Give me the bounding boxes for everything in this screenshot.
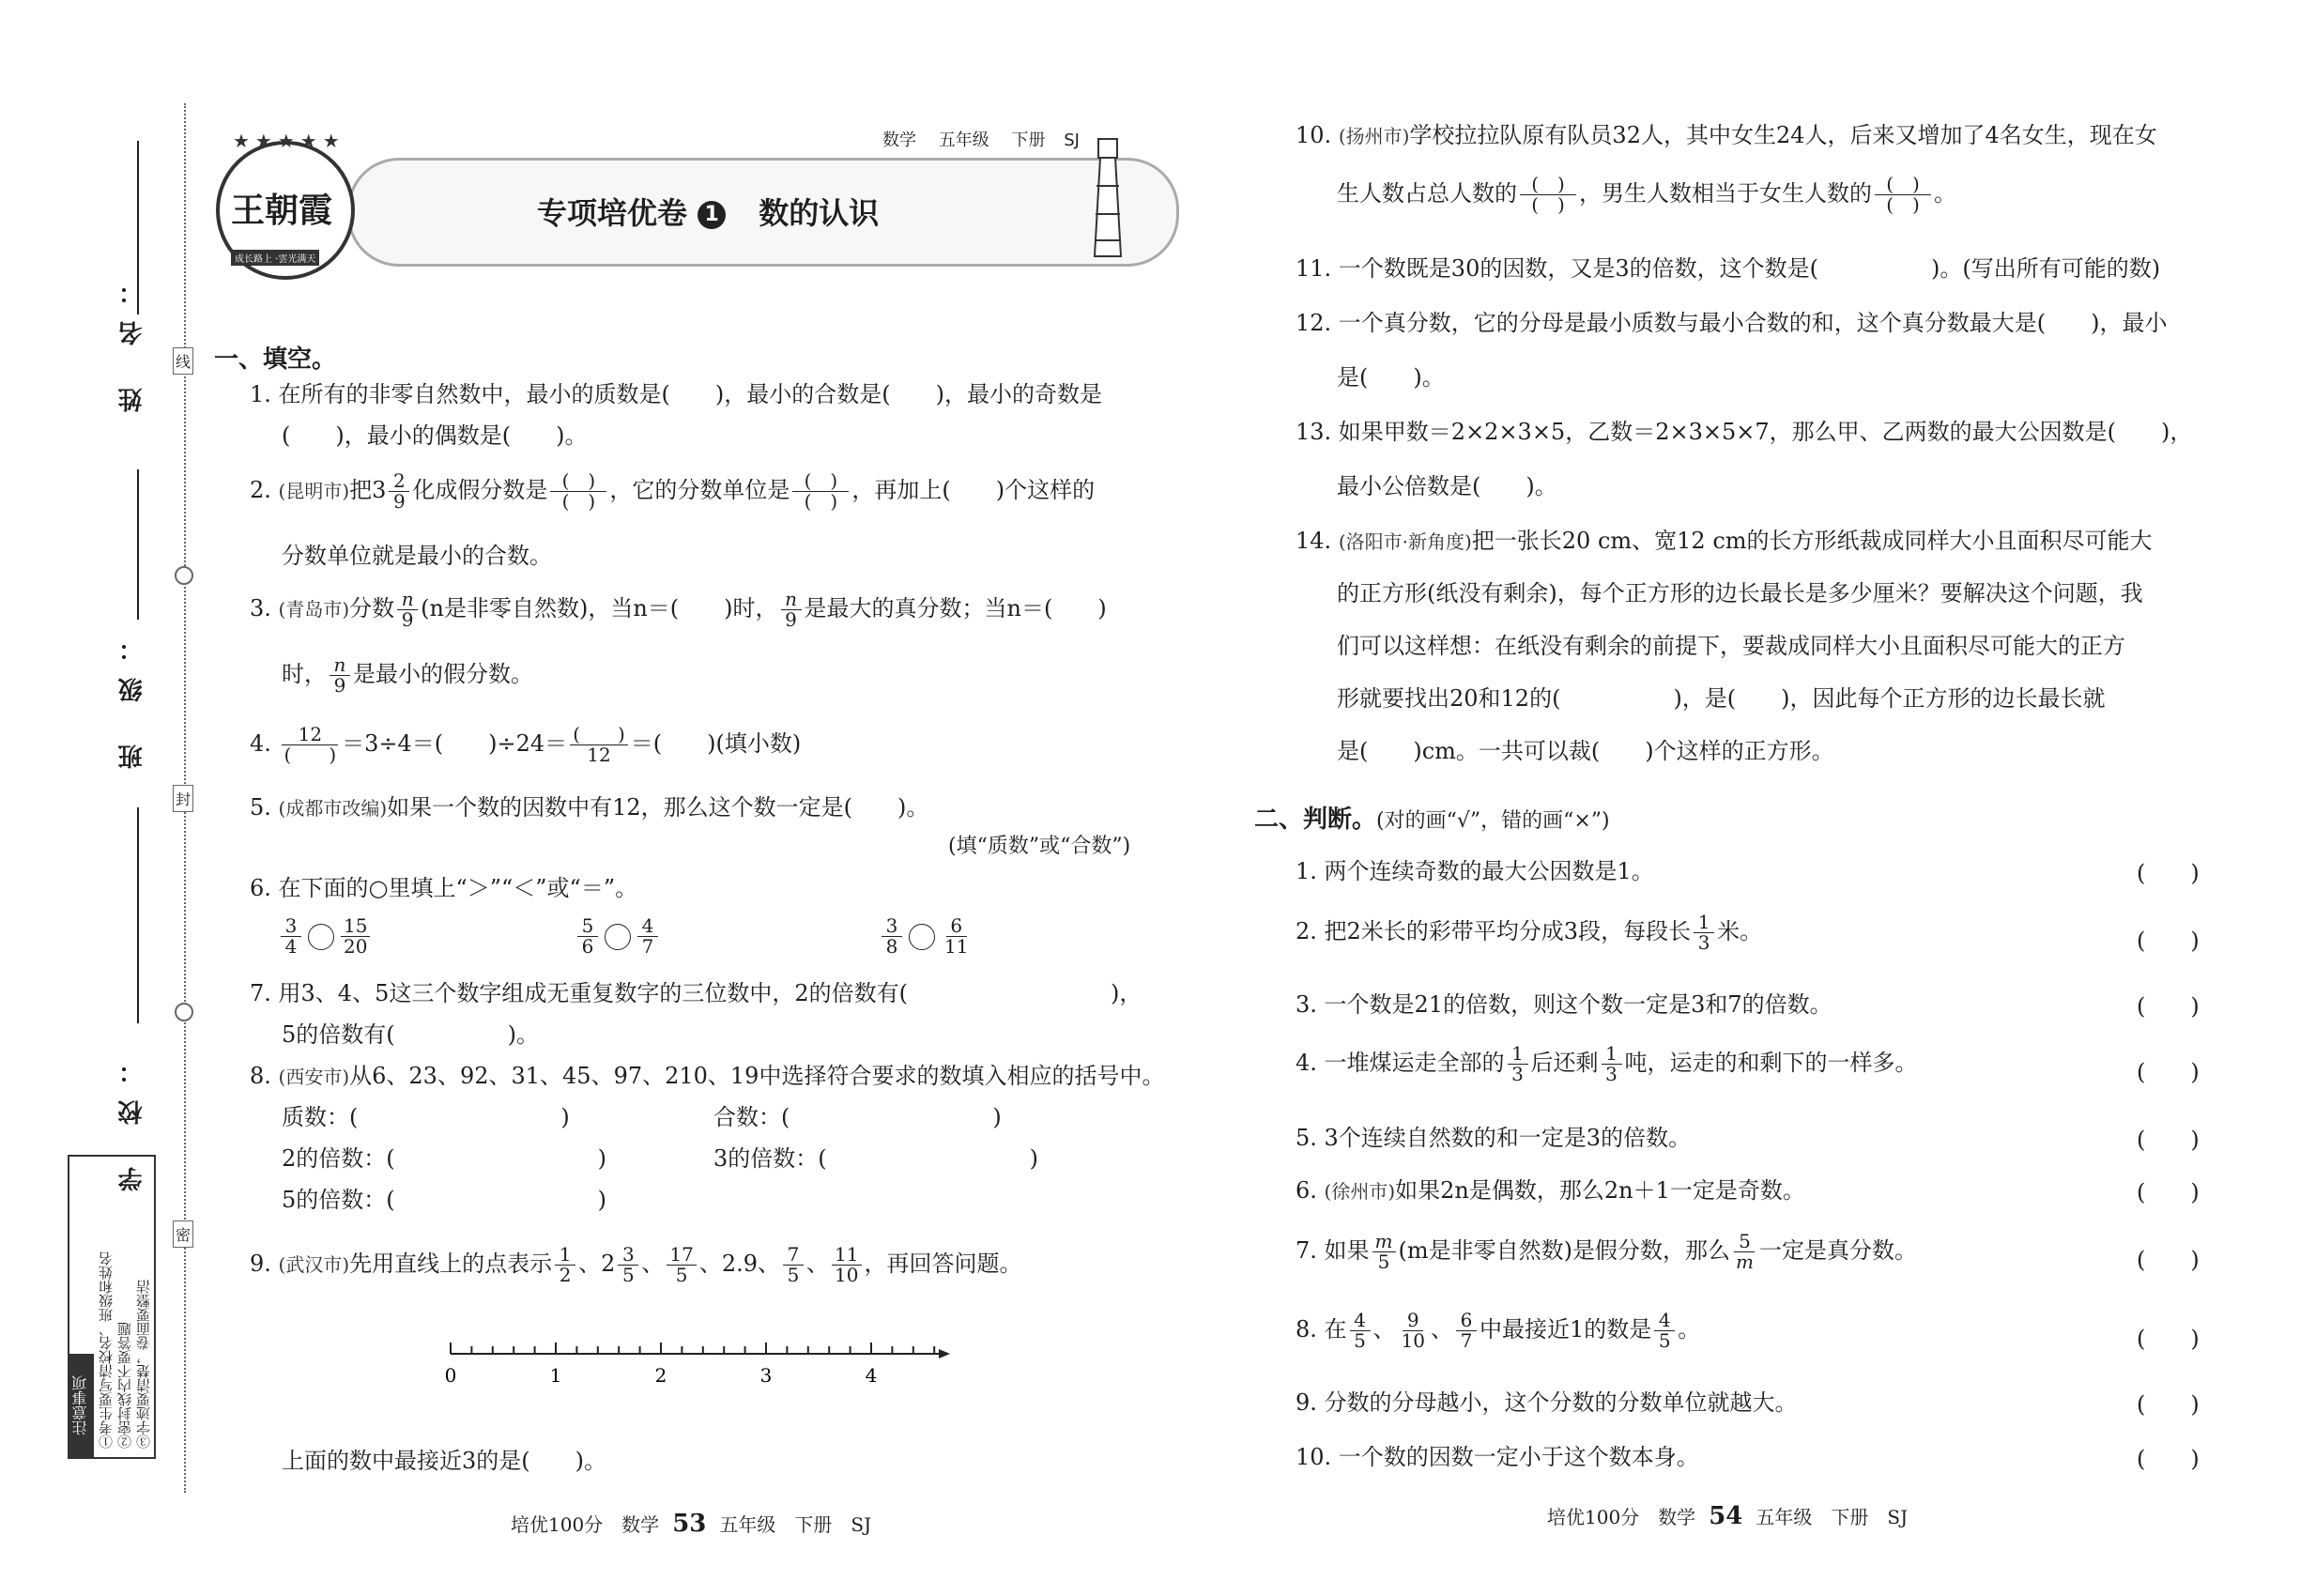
q8-multiple-3: 3的倍数：( ) — [713, 1145, 1038, 1172]
q12-line2: 是( )。 — [1337, 364, 1445, 391]
judge-7-answer[interactable]: ( ) — [2137, 1247, 2200, 1273]
q2-text-b: 化成假分数是 — [412, 477, 548, 503]
notes-title: 注意事项 — [69, 1354, 94, 1457]
header-meta — [882, 127, 1080, 151]
q2-text-a: 把 — [349, 477, 373, 503]
logo-slogan: 成长路上 ·雲光满天 — [231, 250, 319, 266]
q2-line1: 2. (昆明市)把3 $\frac{2}{9}$ 化成假分数是 $\frac{( )}{( )}$ ，它的分数单位是 $\frac{( )}{( )}$ ，再加上( )个这样的 — [250, 469, 1096, 513]
judge-2-answer[interactable]: ( ) — [2137, 928, 2200, 954]
q2-mixed-fraction: $\frac{2}{9}$ — [389, 471, 409, 512]
meta-volume: 下册 — [1011, 130, 1046, 150]
q4-fraction-2: $\frac{( )}{12}$ — [570, 725, 628, 765]
q8-line1: 8. (西安市)从6、23、92、31、45、97、210、19中选择符合要求的数填入相应的括号中。 — [250, 1063, 1165, 1089]
q10-line1: 10. (扬州市)学校拉拉队原有队员32人，其中女生24人，后来又增加了4名女生，现在女 — [1296, 122, 2157, 148]
q14-line1: 14. (洛阳市·新角度)把一张长20 cm、宽12 cm的长方形纸裁成同样大小且面积尽可能大 — [1296, 528, 2153, 554]
notes-item-2: ②密封线内不要答题 — [116, 1322, 133, 1449]
q10-cite: (扬州市) — [1338, 125, 1410, 147]
judge-8-answer[interactable]: ( ) — [2137, 1326, 2200, 1352]
q2-text-c: ，它的分数单位是 — [609, 477, 790, 503]
q9-text-a: 先用直线上的点表示 — [349, 1251, 553, 1277]
judge-6-answer[interactable]: ( ) — [2137, 1179, 2200, 1205]
q8-multiple-5: 5的倍数：( ) — [282, 1187, 606, 1213]
q4-fraction-1: $\frac{12}{( )}$ — [282, 725, 340, 765]
binding-mark-feng: 封 — [173, 785, 193, 812]
q4-text-a: ＝3÷4＝( )÷24＝ — [342, 730, 568, 757]
q5-hint: (填“质数”或“合数”) — [948, 835, 1131, 858]
notes-box — [68, 1155, 156, 1459]
school-line — [137, 807, 139, 1023]
binding-circle-1 — [175, 566, 193, 585]
q7-line2: 5的倍数有( )。 — [282, 1021, 539, 1048]
class-label: 班 级： — [118, 620, 146, 770]
q3-text-a: 分数 — [349, 595, 395, 622]
footer-left — [511, 1510, 871, 1538]
page-number-right: 54 — [1709, 1502, 1743, 1530]
q3-text-c: 是最大的真分数；当n＝( ) — [804, 595, 1107, 622]
judge-1: 1. 两个连续奇数的最大公因数是1。 — [1296, 858, 1654, 884]
q3-fraction-3: $\frac{n}{9}$ — [330, 655, 350, 696]
judge-9-answer[interactable]: ( ) — [2137, 1391, 2200, 1418]
q5-line1: 5. (成都市改编)如果一个数的因数中有12，那么这个数一定是( )。 — [250, 794, 929, 821]
q8-cite: (西安市) — [278, 1066, 350, 1088]
judge-8: 8. 在 $\frac{4}{5}$ 、 $\frac{9}{10}$ 、 $\frac{6}{7}$ 中最接近1的数是 $\frac{4}{5}$ 。 — [1296, 1309, 1701, 1352]
judge-9: 9. 分数的分母越小，这个分数的分数单位就越大。 — [1296, 1389, 1798, 1416]
q8-prime: 质数：( ) — [282, 1104, 570, 1130]
q9-cite: (武汉市) — [278, 1253, 350, 1276]
q3-line1: 3. (青岛市)分数 $\frac{n}{9}$ (n是非零自然数)，当n＝( )时， $\frac{n}{9}$ 是最大的真分数；当n＝( ) — [250, 588, 1107, 631]
section1-heading: 一、填空。 — [214, 345, 337, 374]
q13-line2: 最小公倍数是( )。 — [1337, 473, 1557, 499]
axis-label-3: 3 — [759, 1364, 773, 1387]
title-main: 专项培优卷 — [537, 195, 688, 231]
q9-line1: 9. (武汉市)先用直线上的点表示 $\frac{1}{2}$ 、2 $\frac{3}{5}$ 、 $\frac{17}{5}$ 、2.9、 $\frac{7}{5}$ 、 $\frac{11}{10}$ ，再回答问题。 — [250, 1243, 1022, 1286]
footer-right — [1547, 1502, 1908, 1530]
lighthouse-icon — [1089, 130, 1127, 261]
q14-line2: 的正方形(纸没有剩余)，每个正方形的边长最长是多少厘米？要解决这个问题，我 — [1337, 580, 2143, 606]
q2-blank-fraction-1: $\frac{( )}{( )}$ — [550, 471, 606, 512]
footer-right-post: 五年级 下册 SJ — [1756, 1506, 1909, 1528]
judge-5-answer[interactable]: ( ) — [2137, 1127, 2200, 1153]
judge-3: 3. 一个数是21的倍数，则这个数一定是3和7的倍数。 — [1296, 991, 1832, 1018]
q14-cite: (洛阳市·新角度) — [1338, 530, 1472, 553]
meta-grade: 五年级 — [938, 130, 989, 150]
footer-left-post: 五年级 下册 SJ — [719, 1513, 872, 1536]
judge-6-cite: (徐州市) — [1324, 1180, 1396, 1203]
q2-whole: 3 — [372, 477, 387, 503]
q6-answer-circle-2[interactable] — [605, 924, 631, 950]
judge-1-answer[interactable]: ( ) — [2137, 860, 2200, 886]
footer-left-pre: 培优100分 数学 — [511, 1513, 660, 1536]
crown-icon: ★★★★★ — [233, 130, 345, 152]
q4-label: 4. — [250, 730, 271, 757]
title-number-badge: 1 — [698, 201, 726, 229]
axis-label-1: 1 — [549, 1364, 562, 1387]
q3-text-e: 是最小的假分数。 — [353, 661, 533, 687]
q9-line2: 上面的数中最接近3的是( )。 — [282, 1448, 606, 1474]
school-label: 学 校： — [118, 1042, 146, 1192]
q3-cite: (青岛市) — [278, 598, 350, 621]
meta-subject: 数学 — [882, 130, 916, 150]
notes-item-3: ③字迹要清楚，卷面要整洁 — [135, 1280, 152, 1449]
judge-5: 5. 3个连续自然数的和一定是3的倍数。 — [1296, 1125, 1692, 1151]
q4-text-b: ＝( )(填小数) — [630, 730, 802, 757]
q3-fraction-2: $\frac{n}{9}$ — [781, 590, 802, 630]
section2-heading: 二、判断。(对的画“√”，错的画“×”) — [1254, 806, 1610, 834]
q2-cite: (昆明市) — [278, 480, 350, 502]
q6-compare-2: $\frac{5}{6}$ $\frac{4}{7}$ — [575, 916, 661, 957]
q10-blank-fraction-1: $\frac{( )}{( )}$ — [1520, 175, 1576, 215]
q2-blank-fraction-2: $\frac{( )}{( )}$ — [792, 471, 849, 512]
judge-4-answer[interactable]: ( ) — [2137, 1059, 2200, 1085]
q13-line1: 13. 如果甲数＝2×2×3×5，乙数＝2×3×5×7，那么甲、乙两数的最大公因数是( )， — [1296, 419, 2193, 445]
q8-text: 从6、23、92、31、45、97、210、19中选择符合要求的数填入相应的括号中。 — [349, 1063, 1165, 1089]
q12-line1: 12. 一个真分数，它的分母是最小质数与最小合数的和，这个真分数最大是( )，最小 — [1296, 310, 2168, 336]
judge-10: 10. 一个数的因数一定小于这个数本身。 — [1296, 1444, 1699, 1470]
q6-answer-circle-3[interactable] — [909, 924, 935, 950]
q5-cite: (成都市改编) — [278, 797, 388, 820]
notes-item-1: ①考生要写清校名、班级和姓名 — [98, 1251, 115, 1449]
title-topic: 数的认识 — [759, 195, 880, 231]
logo-badge — [216, 141, 355, 280]
q8-multiple-2: 2的倍数：( ) — [282, 1145, 606, 1172]
q6-line: 6. 在下面的○里填上“＞”“＜”或“＝”。 — [250, 875, 638, 901]
q8-composite: 合数：( ) — [713, 1104, 1002, 1130]
q1-line2: ( )，最小的偶数是( )。 — [282, 422, 588, 449]
q11-line: 11. 一个数既是30的因数，又是3的倍数，这个数是( )。(写出所有可能的数) — [1296, 255, 2161, 282]
class-line — [137, 469, 139, 620]
binding-mark-mi: 密 — [173, 1220, 193, 1248]
q6-answer-circle-1[interactable] — [308, 924, 334, 950]
judge-7: 7. 如果 $\frac{m}{5}$ (m是非零自然数)是假分数，那么 $\frac{5}{m}$ 一定是真分数。 — [1296, 1230, 1917, 1273]
q6-compare-1: $\frac{3}{4}$ $\frac{15}{20}$ — [278, 916, 373, 957]
binding-mark-xian: 线 — [173, 347, 193, 375]
q9-text-b: 、2.9、 — [698, 1251, 781, 1277]
footer-right-pre: 培优100分 数学 — [1547, 1506, 1696, 1528]
q6-compare-3: $\frac{3}{8}$ $\frac{6}{11}$ — [879, 916, 974, 957]
q2-line2: 分数单位就是最小的合数。 — [282, 543, 552, 569]
page-number-left: 53 — [672, 1510, 707, 1538]
q9-text-c: ，再回答问题。 — [864, 1251, 1022, 1277]
axis-label-4: 4 — [865, 1364, 878, 1387]
q10-blank-fraction-2: $\frac{( )}{( )}$ — [1875, 175, 1931, 215]
q3-fraction-1: $\frac{n}{9}$ — [397, 590, 418, 630]
q10-line2: 生人数占总人数的 $\frac{( )}{( )}$ ，男生人数相当于女生人数的 $\frac{( )}{( )}$ 。 — [1337, 173, 1956, 216]
name-label: 姓 名： — [118, 263, 146, 413]
judge-3-answer[interactable]: ( ) — [2137, 993, 2200, 1020]
judge-2: 2. 把2米长的彩带平均分成3段，每段长 $\frac{1}{3}$ 米。 — [1296, 911, 1763, 954]
number-line[interactable] — [432, 1333, 958, 1399]
q14-line3: 们可以这样想：在纸没有剩余的前提下，要裁成同样大小且面积尽可能大的正方 — [1337, 633, 2125, 659]
q5-text: 如果一个数的因数中有12，那么这个数一定是( )。 — [387, 794, 929, 821]
meta-edition: SJ — [1064, 130, 1080, 150]
section2-hint: (对的画“√”，错的画“×”) — [1376, 809, 1610, 833]
q3-text-b: (n是非零自然数)，当n＝( )时， — [421, 595, 778, 622]
q14-line5: 是( )cm。一共可以裁( )个这样的正方形。 — [1337, 738, 1834, 764]
q14-line4: 形就要找出20和12的( )，是( )，因此每个正方形的边长最长就 — [1337, 685, 2106, 712]
judge-4: 4. 一堆煤运走全部的 $\frac{1}{3}$ 后还剩 $\frac{1}{3}$ 吨，运走的和剩下的一样多。 — [1296, 1042, 1918, 1085]
axis-label-0: 0 — [444, 1364, 457, 1387]
q2-text-d: ，再加上( )个这样的 — [851, 477, 1096, 503]
judge-10-answer[interactable]: ( ) — [2137, 1446, 2200, 1472]
q3-line2 — [282, 655, 533, 696]
page-title — [537, 190, 879, 233]
logo-brand: 王朝霞 — [231, 191, 333, 230]
binding-circle-2 — [175, 1003, 193, 1021]
q1-line1: 1. 在所有的非零自然数中，最小的质数是( )，最小的合数是( )，最小的奇数是 — [250, 381, 1102, 407]
q4-line — [250, 725, 801, 765]
q3-text-d: 时， — [282, 661, 327, 687]
q10-text-b: 学校拉拉队原有队员32人，其中女生24人，后来又增加了4名女生，现在女 — [1409, 122, 2157, 148]
judge-6: 6. (徐州市)如果2n是偶数，那么2n＋1一定是奇数。 — [1296, 1177, 1805, 1204]
q7-line1: 7. 用3、4、5这三个数字组成无重复数字的三位数中，2的倍数有( )， — [250, 980, 1142, 1006]
axis-label-2: 2 — [654, 1364, 667, 1387]
